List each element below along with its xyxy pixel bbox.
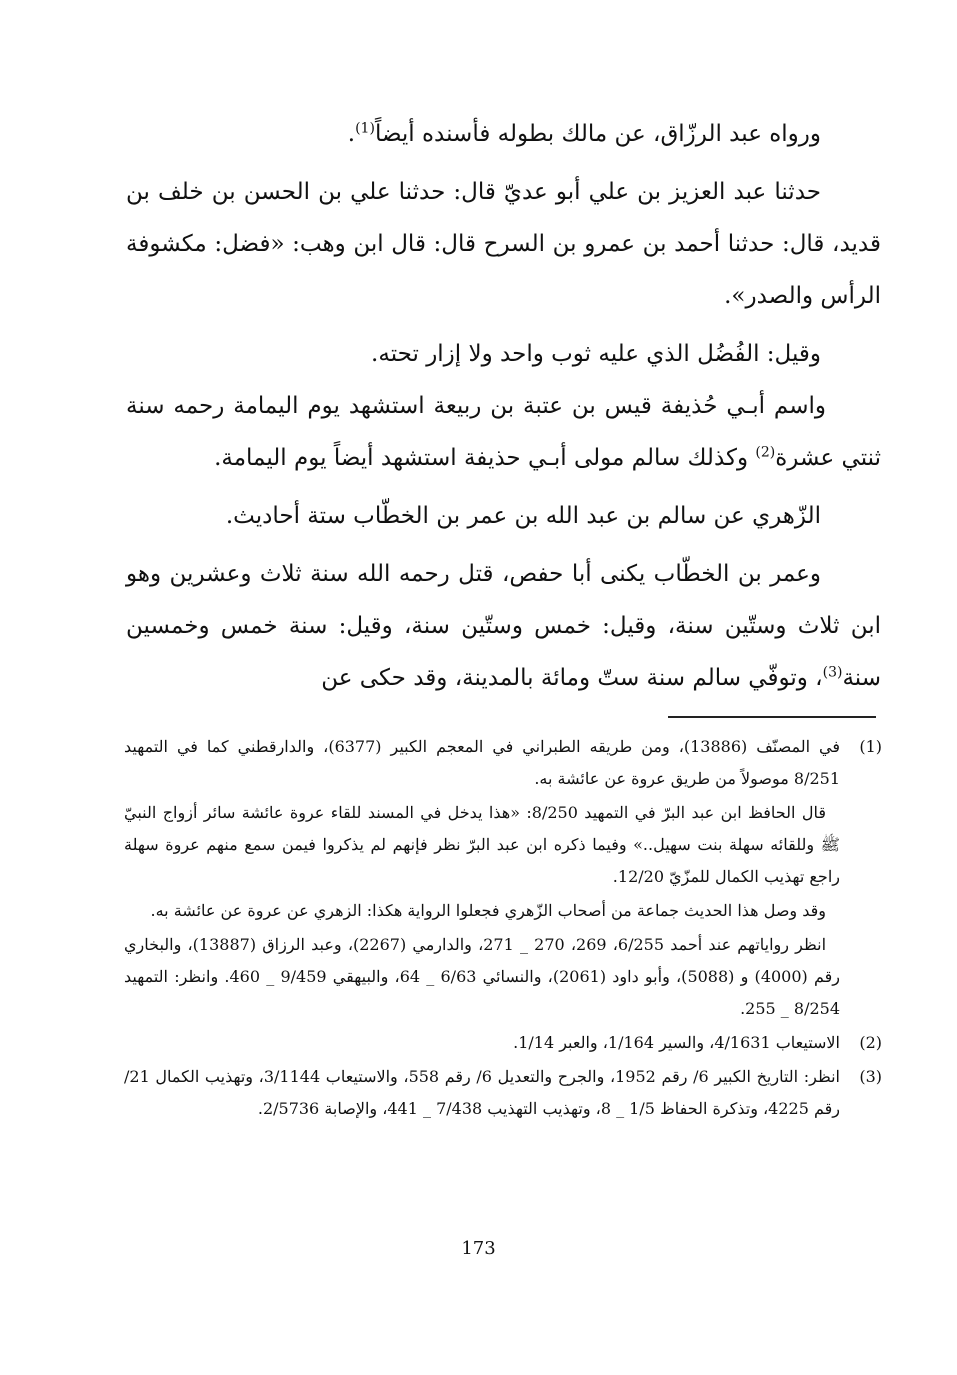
footnote-paragraph: قال الحافظ ابن عبد البرّ في التمهيد 8/250: «هذا يدخل في المسند للقاء عروة عائشة سائر أزواج النبيّ ﷺ وللقائه سهلة بنت سهيل..» وفيما ذكره ابن عبد البرّ نظر فإنهم لم يذكروا فيمن سمع منهم عروة سهلة راجع تهذيب الكمال للمزّيّ 12/20. <box>124 803 840 886</box>
footnote-divider <box>668 716 876 718</box>
body-paragraph-2: حدثنا عبد العزيز بن علي أبو عديّ قال: حدثنا علي بن الحسن بن خلف بن قديد، قال: حدثنا أحمد بن عمرو بن السرح قال: قال ابن وهب: «فضل: مكشوفة الرأس والصدر». <box>126 179 881 309</box>
body-text-segment: . <box>347 121 356 147</box>
main-text <box>126 108 881 704</box>
body-text-segment: ، وتوفّي سالم سنة ستّ ومائة بالمدينة، وقد حكى عن <box>321 665 823 691</box>
body-paragraph-5: الزّهري عن سالم بن عبد الله بن عمر بن الخطّاب ستة أحاديث. <box>225 503 821 529</box>
footnote-paragraph: في المصنّف (13886)، ومن طريقه الطبراني في المعجم الكبير (6377)، والدارقطني كما في التمهيد 8/251 موصولاً من طريق عروة عن عائشة به. <box>124 737 841 788</box>
body-paragraph-4 <box>126 380 881 484</box>
footnote-2 <box>124 1027 882 1059</box>
body-text-segment: وعمر بن الخطّاب يكنى أبا حفص، قتل رحمه الله سنة ثلاث وعشرين وهو ابن ثلاث وستّين سنة، وقيل: خمس وستّين سنة، وقيل: سنة خمس وخمسين سنة <box>126 561 881 691</box>
footnote-ref-1[interactable]: (1) <box>355 120 375 137</box>
footnote-ref-2[interactable]: (2) <box>755 444 776 461</box>
footnote-paragraph: وقد وصل هذا الحديث جماعة من أصحاب الزّهري فجعلوا الرواية هكذا: الزهري عن عروة عن عائشة به. <box>150 901 826 920</box>
footnote-number: (3) <box>859 1067 882 1086</box>
body-paragraph-6 <box>126 548 881 704</box>
body-paragraph-3: وقيل: الفُضُل الذي عليه ثوب واحد ولا إزار تحته. <box>371 341 821 367</box>
footnote-ref-3[interactable]: (3) <box>822 664 843 681</box>
footnote-paragraph: الاستيعاب 4/1631، والسير 1/164، والعبر 1/14. <box>513 1033 840 1052</box>
body-paragraph-1 <box>126 108 881 160</box>
footnotes <box>124 731 882 1127</box>
page-number: 173 <box>461 1238 496 1259</box>
body-text-segment: وكذلك سالم مولى أبـي حذيفة استشهد أيضاً يوم اليمامة. <box>214 445 756 471</box>
body-text-segment: واسم أبـي حُذيفة قيس بن عتبة بن ربيعة استشهد يوم اليمامة رحمه سنة ثنتي عشرة <box>126 393 881 471</box>
footnote-paragraph: انظر رواياتهم عند أحمد 6/255، 269، 270 _ 271، والدارمي (2267)، وعبد الرزاق (13887)، والبخاري رقم (4000) و (5088)، وأبو داود (2061)، والنسائي 6/63 _ 64، والبيهقي 9/459 _ 460. وانظر: التمهيد 8/254 _ 255. <box>124 935 841 1018</box>
footnote-number: (2) <box>859 1033 882 1052</box>
footnote-1 <box>124 731 882 1025</box>
body-text-segment: ورواه عبد الرزّاق، عن مالك بطوله فأسنده أيضاً <box>374 121 821 147</box>
footnote-paragraph: انظر: التاريخ الكبير 6/ رقم 1952، والجرح والتعديل 6/ رقم 558، والاستيعاب 3/1144، وتهذيب الكمال 21/ رقم 4225، وتذكرة الحفاظ 1/5 _ 8، وتهذيب التهذيب 7/438 _ 441، والإصابة 2/5736. <box>124 1067 840 1118</box>
footnote-3 <box>124 1061 882 1125</box>
footnote-number: (1) <box>859 737 882 756</box>
